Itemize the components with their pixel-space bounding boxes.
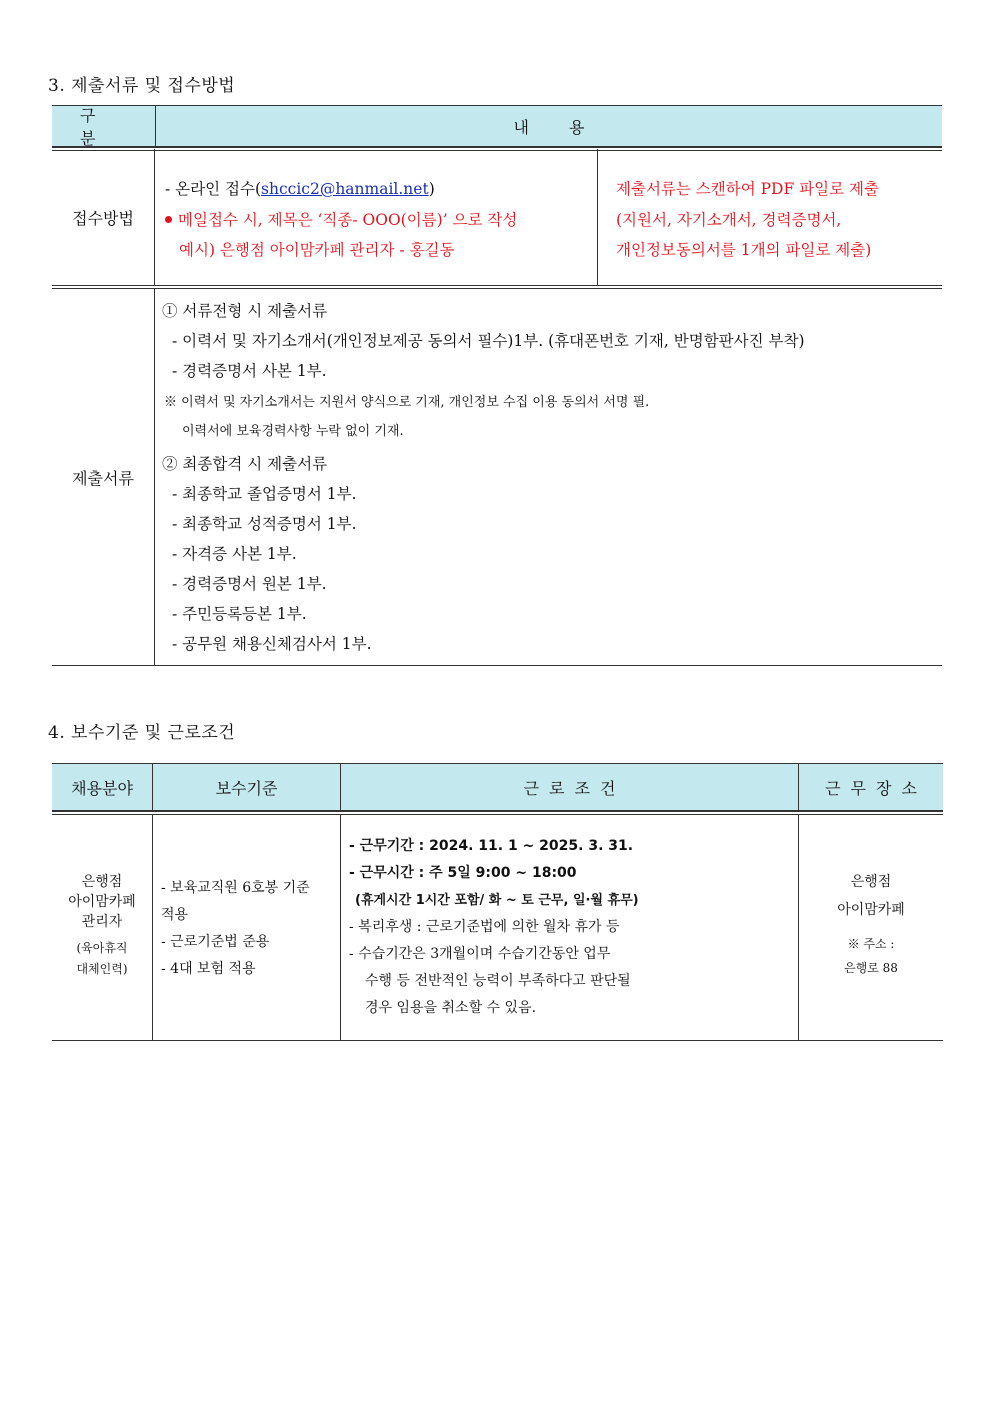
online-receipt-line [165,177,435,199]
pay-cell [152,815,340,1040]
header-pay: 보수기준 [152,764,340,810]
section4-title: 4. 보수기준 및 근로조건 [48,723,236,743]
stage1-note: 이력서에 보육경력사항 누락 없이 기재. [182,424,404,439]
stage1-item: - 경력증명서 사본 1부. [172,362,327,380]
section3-title: 3. 제출서류 및 접수방법 [48,76,236,96]
header-category: 구분 [80,106,124,148]
submission-table-header [52,105,942,147]
field-line: 대체인력) [76,962,128,976]
stage2-item: - 주민등록등본 1부. [172,605,307,623]
condition-line: - 근무기간 : 2024. 11. 1 ~ 2025. 3. 31. [349,838,634,854]
pay-line: - 보육교직원 6호봉 기준 [161,880,310,896]
receipt-label: 접수방법 [52,149,155,285]
condition-line: - 복리후생 : 근로기준법에 의한 월차 휴가 등 [349,919,620,935]
pay-line: - 4대 보험 적용 [161,961,256,977]
stage2-item: - 공무원 채용신체검사서 1부. [172,635,372,653]
place-address: 은행로 88 [844,961,898,975]
documents-label: 제출서류 [52,289,155,665]
conditions-cell [340,815,798,1040]
condition-line: 수행 등 전반적인 능력이 부족하다고 판단될 [365,973,631,989]
stage2-item: - 최종학교 졸업증명서 1부. [172,485,357,503]
stage2-title: ② 최종합격 시 제출서류 [162,455,328,473]
condition-line: - 근무시간 : 주 5일 9:00 ~ 18:00 [349,865,577,881]
mail-subject-rule [165,208,517,230]
conditions-table-body [52,815,943,1041]
condition-line: (휴게시간 1시간 포함/ 화 ~ 토 근무, 일·월 휴무) [355,893,639,908]
place-address-label: ※ 주소 : [847,937,895,951]
field-line: 은행점 [81,874,123,890]
online-receipt-suffix: ) [428,180,435,198]
header-conditions: 근로조건 [340,764,798,810]
pay-line: 적용 [161,907,189,923]
pay-line: - 근로기준법 준용 [161,934,270,950]
place-line: 아이맘카페 [837,902,905,918]
field-line: 아이맘카페 [68,894,136,910]
place-cell [798,815,943,1040]
conditions-table-header [52,763,943,811]
stage1-note: ※ 이력서 및 자기소개서는 지원서 양식으로 기재, 개인정보 수집 이용 동의서 서명 필. [164,395,650,410]
place-line: 은행점 [850,874,892,890]
stage1-title: ① 서류전형 시 제출서류 [162,302,328,320]
mail-subject-example: 예시) 은행점 아이맘카페 관리자 - 홍길동 [179,241,455,259]
receipt-note-3: 개인정보동의서를 1개의 파일로 제출) [616,241,872,259]
receipt-method-cell [155,149,598,285]
condition-line: 경우 임용을 취소할 수 있음. [365,1000,537,1016]
receipt-note-cell [598,149,942,285]
stage1-item: - 이력서 및 자기소개서(개인정보제공 동의서 필수)1부. (휴대폰번호 기재, 반명함판사진 부착) [172,332,805,350]
bullet-dot-icon [165,216,172,223]
header-content: 내용 [155,106,942,146]
mail-subject-text: 메일접수 시, 제목은 ‘직종- OOO(이름)’ 으로 작성 [178,211,518,229]
header-field: 채용분야 [71,778,133,798]
field-line: (육아휴직 [76,941,128,955]
field-line: 관리자 [81,914,123,930]
receipt-row [52,149,942,285]
condition-line: - 수습기간은 3개월이며 수습기간동안 업무 [349,946,611,962]
receipt-note-1: 제출서류는 스캔하여 PDF 파일로 제출 [616,180,879,198]
online-receipt-prefix: - 온라인 접수( [165,180,262,198]
receipt-note-2: (지원서, 자기소개서, 경력증명서, [616,211,842,229]
documents-row [52,289,942,666]
stage2-item: - 최종학교 성적증명서 1부. [172,515,357,533]
stage2-item: - 경력증명서 원본 1부. [172,575,327,593]
field-cell [52,815,152,1040]
email-link[interactable]: shccic2@hanmail.net [261,180,429,198]
stage2-item: - 자격증 사본 1부. [172,545,297,563]
header-place: 근무장소 [798,764,943,810]
